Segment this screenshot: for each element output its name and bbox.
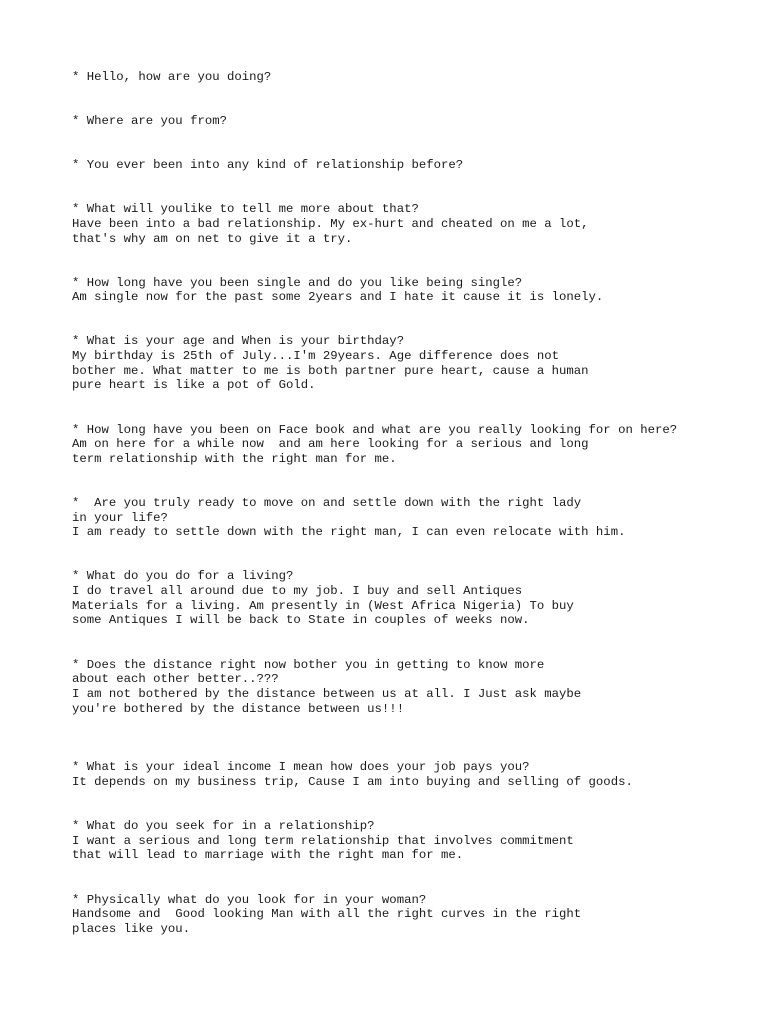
blank-line [72, 878, 752, 893]
question-line: * How long have you been single and do you like being single? [72, 275, 523, 290]
question-line: * What is your age and When is your birthday? [72, 334, 405, 349]
answer-line: pure heart is like a pot of Gold. [72, 378, 316, 393]
blank-line [72, 261, 752, 276]
answer-line: you're bothered by the distance between us!!! [72, 701, 405, 716]
answer-line: Have been into a bad relationship. My ex-hurt and cheated on me a lot, [72, 216, 589, 231]
blank-line [72, 188, 752, 203]
question-line: * What is your ideal income I mean how does your job pays you? [72, 760, 530, 775]
question-line: * What will youlike to tell me more about that? [72, 202, 419, 217]
question-line: * Hello, how are you doing? [72, 70, 272, 84]
blank-line [72, 85, 752, 100]
question-line: * Are you truly ready to move on and settle down with the right lady [72, 495, 582, 510]
answer-line: Materials for a living. Am presently in (West Africa Nigeria) To buy [72, 598, 574, 613]
blank-line [72, 408, 752, 423]
answer-line: Am single now for the past some 2years and I hate it cause it is lonely. [72, 290, 604, 305]
blank-line [72, 305, 752, 320]
answer-line: I want a serious and long term relationship that involves commitment [72, 833, 574, 848]
blank-line [72, 628, 752, 643]
question-line: * What do you seek for in a relationship? [72, 819, 375, 834]
blank-line [72, 804, 752, 819]
question-line: * Where are you from? [72, 114, 227, 129]
question-line: * You ever been into any kind of relationship before? [72, 158, 464, 173]
answer-line: Am on here for a while now and am here looking for a serious and long [72, 437, 589, 452]
question-line: * How long have you been on Face book and what are you really looking for on here? [72, 422, 678, 437]
answer-line: Handsome and Good looking Man with all the right curves in the right [72, 907, 582, 922]
blank-line [72, 99, 752, 114]
question-line: * What do you do for a living? [72, 569, 294, 584]
question-line: * Physically what do you look for in your woman? [72, 892, 427, 907]
blank-line [72, 643, 752, 658]
answer-line: I do travel all around due to my job. I buy and sell Antiques [72, 584, 523, 599]
blank-line [72, 129, 752, 144]
answer-line: in your life? [72, 510, 168, 525]
blank-line [72, 790, 752, 805]
answer-line: term relationship with the right man for me. [72, 451, 397, 466]
blank-line [72, 863, 752, 878]
blank-line [72, 555, 752, 570]
answer-line: I am not bothered by the distance between us at all. I Just ask maybe [72, 686, 582, 701]
blank-line [72, 716, 752, 731]
answer-line: It depends on my business trip, Cause I am into buying and selling of goods. [72, 775, 633, 789]
blank-line [72, 540, 752, 555]
blank-line [72, 320, 752, 335]
blank-line [72, 746, 752, 761]
blank-line [72, 173, 752, 188]
document-body [72, 70, 752, 937]
blank-line [72, 143, 752, 158]
answer-line: bother me. What matter to me is both partner pure heart, cause a human [72, 363, 589, 378]
blank-line [72, 731, 752, 746]
blank-line [72, 393, 752, 408]
answer-line: about each other better..??? [72, 672, 279, 687]
blank-line [72, 246, 752, 261]
blank-line [72, 467, 752, 482]
answer-line: I am ready to settle down with the right man, I can even relocate with him. [72, 525, 626, 540]
blank-line [72, 481, 752, 496]
answer-line: some Antiques I will be back to State in couples of weeks now. [72, 613, 530, 628]
answer-line: My birthday is 25th of July...I'm 29years. Age difference does not [72, 349, 560, 364]
answer-line: that will lead to marriage with the right man for me. [72, 848, 464, 863]
answer-line: places like you. [72, 921, 191, 936]
answer-line: that's why am on net to give it a try. [72, 231, 353, 246]
question-line: * Does the distance right now bother you in getting to know more [72, 657, 545, 672]
